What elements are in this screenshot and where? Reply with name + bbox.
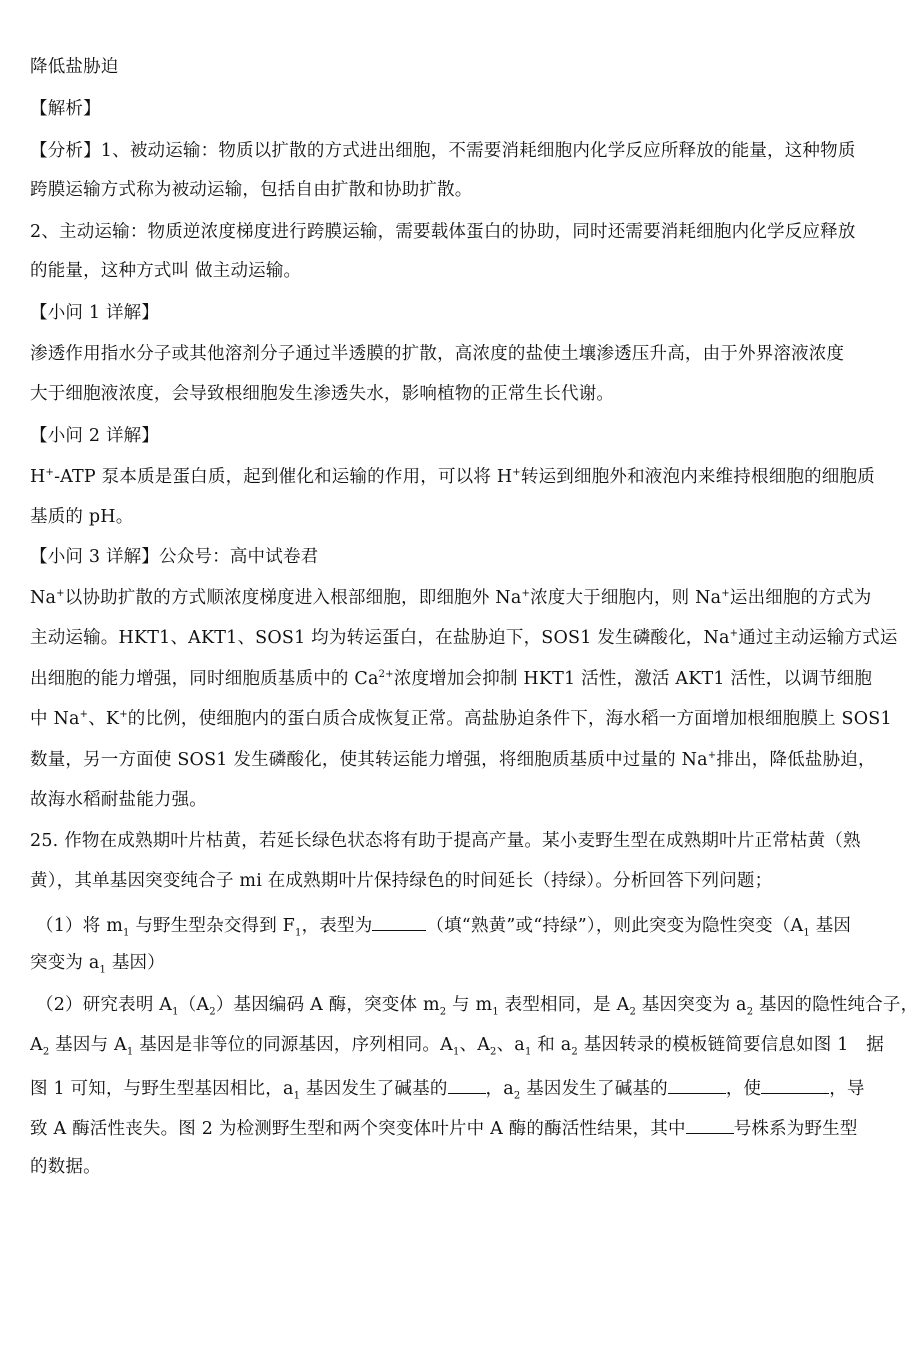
subscript: 1	[123, 927, 130, 939]
text-line: 【分析】1、被动运输：物质以扩散的方式进出细胞，不需要消耗细胞内化学反应所释放的能量，这种物质	[30, 141, 856, 161]
answer-blank[interactable]	[761, 1075, 829, 1094]
text-segment: 表型相同，是 A	[498, 995, 630, 1015]
subscript: 2	[629, 1006, 637, 1018]
superscript: +	[119, 709, 128, 721]
text-segment: （1）将 m	[36, 916, 123, 936]
section-heading-q3: 【小问 3 详解】公众号：高中试卷君	[30, 547, 319, 567]
text-line	[30, 668, 875, 690]
text-segment: 、K	[88, 709, 120, 729]
subscript: 2	[490, 1046, 497, 1058]
subscript: 2	[571, 1046, 578, 1058]
subscript: 1	[172, 1006, 179, 1018]
subscript: 2	[439, 1006, 447, 1018]
section-heading-analysis: 【解析】	[30, 99, 101, 119]
text-segment: -ATP 泵本质是蛋白质，起到催化和运输的作用，可以将 H	[54, 467, 513, 487]
text-segment: ）基因编码 A 酶，突变体 m	[215, 995, 440, 1015]
text-line	[30, 952, 875, 974]
text-segment: 主动运输。HKT1、AKT1、SOS1 均为转运蛋白，在盐胁迫下，SOS1 发生磷酸化，Na	[30, 628, 730, 648]
text-segment: ，a	[485, 1079, 514, 1099]
text-line: 2、主动运输：物质逆浓度梯度进行跨膜运输，需要载体蛋白的协助，同时还需要消耗细胞内化学反应释放	[30, 222, 856, 242]
superscript: +	[521, 588, 531, 600]
text-line: 黄），其单基因突变纯合子 mi 在成熟期叶片保持绿色的时间延长（持绿）。分析回答下列问题；	[30, 871, 773, 891]
text-line	[30, 708, 892, 730]
sub-question-1	[36, 912, 881, 937]
answer-blank[interactable]	[372, 912, 426, 931]
subscript: 1	[492, 1006, 499, 1018]
text-segment: 、a	[496, 1035, 525, 1055]
text-line: 跨膜运输方式称为被动运输，包括自由扩散和协助扩散。	[30, 180, 473, 200]
text-segment: （2）研究表明 A	[36, 995, 173, 1015]
text-segment: 浓度大于细胞内，则 Na	[530, 588, 722, 608]
text-line	[30, 1034, 884, 1058]
text-segment: 致 A 酶活性丧失。图 2 为检测野生型和两个突变体叶片中 A 酶的酶活性结果，其中	[30, 1119, 686, 1139]
superscript: +	[45, 467, 55, 479]
text-line	[30, 1115, 875, 1140]
text-segment: 通过主动运输方式运	[738, 628, 898, 648]
text-segment: 与 m	[446, 995, 493, 1015]
text-segment: 的比例，使细胞内的蛋白质合成恢复正常。高盐胁迫条件下，海水稻一方面增加根细胞膜上 SOS1	[127, 709, 892, 729]
text-line: 故海水稻耐盐能力强。	[30, 790, 207, 810]
text-segment: 基因是非等位的同源基因，序列相同。A	[133, 1035, 453, 1055]
section-heading-q1: 【小问 1 详解】	[30, 303, 160, 323]
subscript: 1	[295, 927, 302, 939]
text-segment: 排出，降低盐胁迫，	[716, 750, 876, 770]
text-line	[30, 587, 875, 609]
text-segment: 基因突变为 a	[636, 995, 747, 1015]
text-line: 基质的 pH。	[30, 507, 134, 527]
text-line	[30, 749, 875, 771]
superscript: +	[79, 709, 89, 721]
text-line: 的能量，这种方式叫 做主动运输。	[30, 261, 302, 281]
superscript: +	[512, 467, 521, 479]
text-line: 的数据。	[30, 1157, 101, 1177]
text-segment: 突变为 a	[30, 953, 100, 973]
subscript: 1	[803, 927, 810, 939]
text-line	[30, 1075, 875, 1100]
text-segment: （填“熟黄”或“持绿”），则此突变为隐性突变（A	[426, 916, 804, 936]
text-segment: ，表型为	[301, 916, 373, 936]
text-line: 渗透作用指水分子或其他溶剂分子通过半透膜的扩散，高浓度的盐使土壤渗透压升高，由于外界溶液浓度	[30, 344, 845, 364]
answer-blank[interactable]	[668, 1075, 726, 1094]
text-segment: 出细胞的能力增强，同时细胞质基质中的 Ca	[30, 669, 379, 689]
text-segment: Na	[30, 588, 57, 608]
subscript: 1	[524, 1046, 532, 1058]
text-segment: 数量，另一方面使 SOS1 发生磷酸化，使其转运能力增强，将细胞质基质中过量的 Na	[30, 750, 708, 770]
subscript: 1	[452, 1046, 460, 1058]
text-segment: 基因的隐性纯合子，	[753, 995, 918, 1015]
text-segment: ，导	[829, 1079, 865, 1099]
text-segment: 基因发生了碱基的	[520, 1079, 668, 1099]
text-segment: 与野生型杂交得到 F	[129, 916, 296, 936]
text-segment: 运出细胞的方式为	[729, 588, 872, 608]
answer-blank[interactable]	[448, 1075, 486, 1094]
superscript: +	[707, 750, 717, 762]
text-segment: H	[30, 467, 46, 487]
text-segment: 、A	[459, 1035, 491, 1055]
text-line	[30, 466, 875, 488]
text-segment: 基因与 A	[49, 1035, 127, 1055]
text-segment: 基因发生了碱基的	[300, 1079, 448, 1099]
superscript: +	[721, 588, 730, 600]
superscript: +	[56, 588, 65, 600]
answer-blank[interactable]	[686, 1115, 734, 1134]
text-segment: 中 Na	[30, 709, 80, 729]
subscript: 2	[42, 1046, 50, 1058]
text-segment: 转运到细胞外和液泡内来维持根细胞的细胞质	[520, 467, 875, 487]
text-segment: 基因	[809, 916, 852, 936]
text-segment: 浓度增加会抑制 HKT1 活性，激活 AKT1 活性，以调节细胞	[393, 669, 873, 689]
question-25-stem: 25. 作物在成熟期叶片枯黄，若延长绿色状态将有助于提高产量。某小麦野生型在成熟期叶片正常枯黄（熟	[30, 831, 861, 851]
subscript: 1	[99, 964, 107, 976]
text-line	[30, 627, 898, 649]
text-segment: 图 1 可知，与野生型基因相比，a	[30, 1079, 294, 1099]
superscript: 2+	[378, 669, 394, 681]
subscript: 2	[746, 1006, 754, 1018]
subscript: 1	[126, 1046, 134, 1058]
text-segment: A	[30, 1035, 43, 1055]
text-segment: ，使	[725, 1079, 762, 1099]
subscript: 2	[513, 1090, 521, 1102]
text-segment: 和 a	[531, 1035, 572, 1055]
text-segment: （A	[178, 995, 210, 1015]
text-segment: 以协助扩散的方式顺浓度梯度进入根部细胞，即细胞外 Na	[64, 588, 522, 608]
superscript: +	[729, 628, 739, 640]
text-segment: 基因转录的模板链简要信息如图 1 据	[577, 1035, 884, 1055]
sub-question-2	[36, 994, 918, 1018]
text-line: 大于细胞液浓度，会导致根细胞发生渗透失水，影响植物的正常生长代谢。	[30, 384, 615, 404]
subscript: 1	[293, 1090, 301, 1102]
text-segment: 号株系为野生型	[733, 1119, 858, 1139]
text-segment: 基因）	[106, 953, 165, 973]
subscript: 2	[209, 1006, 216, 1018]
text-line: 降低盐胁迫	[30, 57, 119, 77]
section-heading-q2: 【小问 2 详解】	[30, 426, 160, 446]
